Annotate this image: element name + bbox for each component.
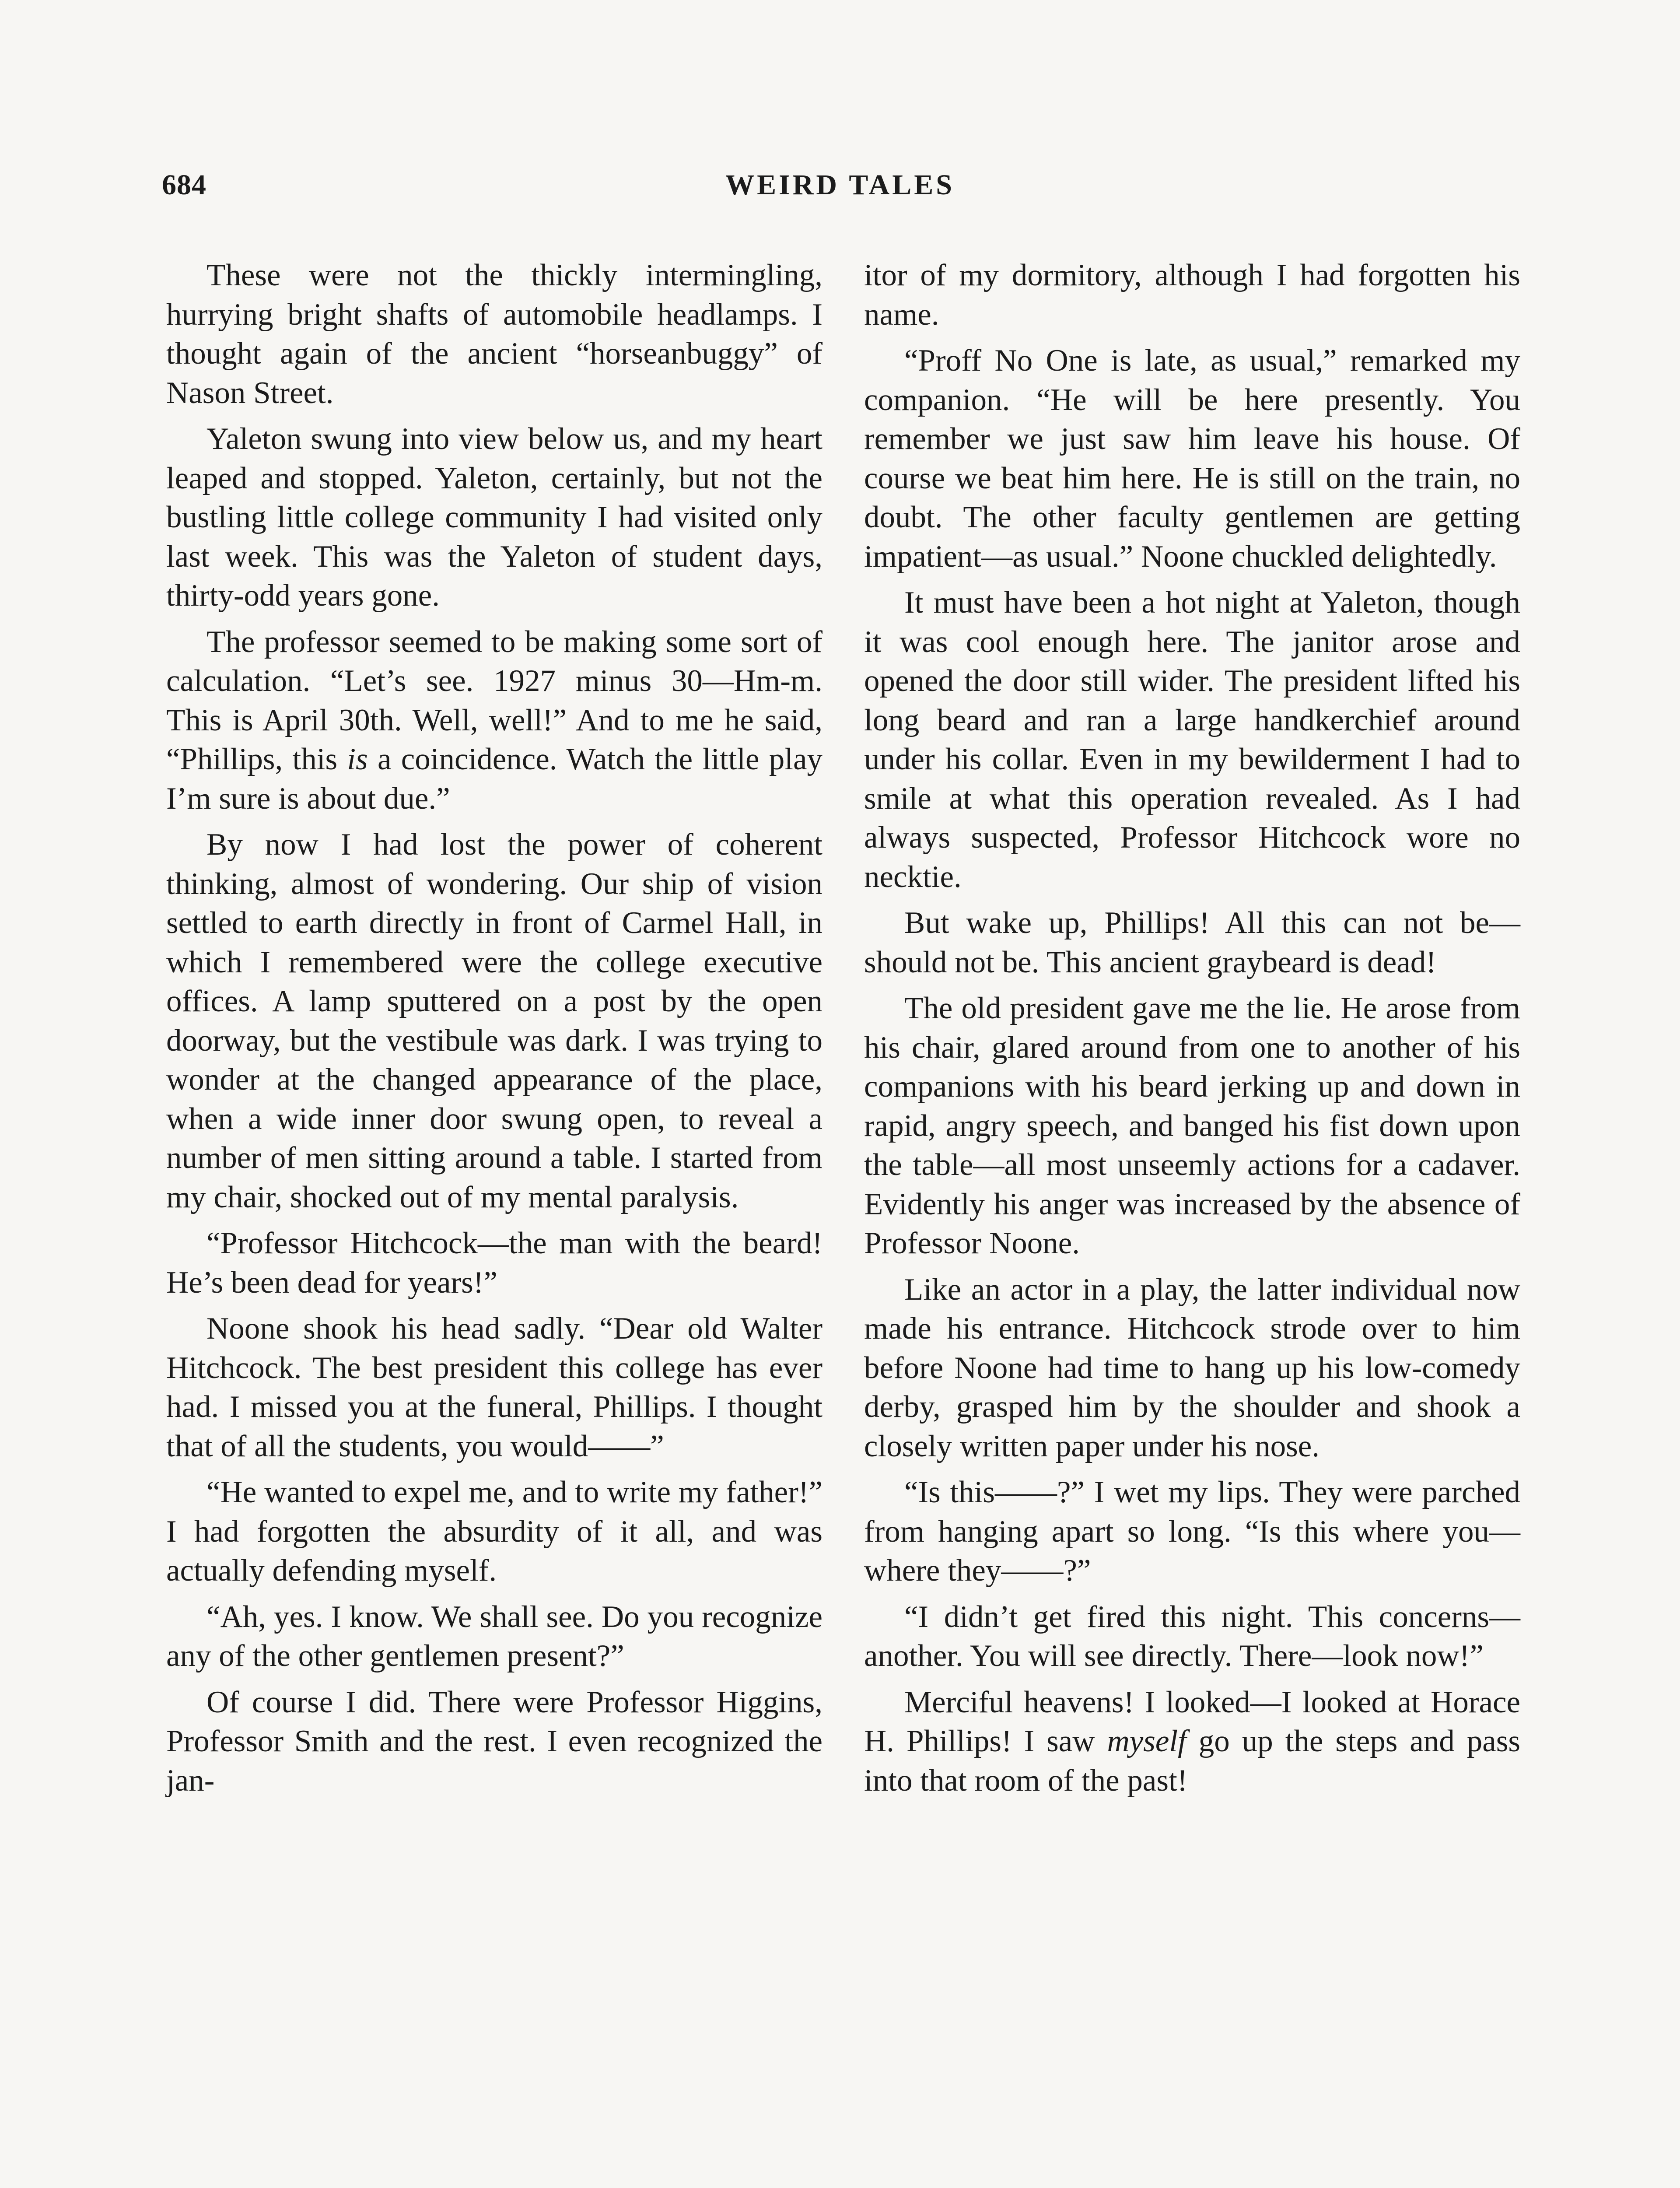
paragraph: Like an actor in a play, the latter individual now made his entrance. Hitchcock strode over to him before Noone had time to hang up his low-comedy derby, grasped him by the shoulder and shook a closely written paper under his nose. xyxy=(864,1272,1520,1463)
paragraph: But wake up, Phillips! All this can not be—should not be. This ancient graybeard is dead! xyxy=(864,906,1520,979)
paragraph-text: The professor seemed to be making some sort of calculation. “Let’s see. 1927 minus 30—Hm-m. This is April 30th. Well, well!” And to me he said, “Phillips, this xyxy=(166,624,822,776)
paragraph: Of course I did. There were Professor Higgins, Professor Smith and the rest. I even recognized the jan- xyxy=(166,1685,822,1798)
paragraph: “Proff No One is late, as usual,” remarked my companion. “He will be here presently. You remember we just saw him leave his house. Of course we beat him here. He is still on the train, no doubt. The other faculty gentlemen are getting impatient—as usual.” Noone chuckled delightedly. xyxy=(864,344,1520,574)
paragraph: Yaleton swung into view below us, and my heart leaped and stopped. Yaleton, certainly, but not the bustling little college community I had visited only last week. This was the Yaleton of student days, thirty-odd years gone. xyxy=(166,422,822,613)
paragraph: By now I had lost the power of coherent thinking, almost of wondering. Our ship of vision settled to earth directly in front of Carmel Hall, in which I remembered were the college executive offices. A lamp sputtered on a post by the open doorway, but the vestibule was dark. I was trying to wonder at the changed appearance of the place, when a wide inner door swung open, to reveal a number of men sitting around a table. I started from my chair, shocked out of my mental paralysis. xyxy=(166,828,822,1214)
left-column xyxy=(166,256,822,1807)
paragraph-text: Merciful heavens! I looked—I looked at Horace H. Phillips! I saw xyxy=(864,1685,1520,1758)
paragraph: The old president gave me the lie. He arose from his chair, glared around from one to another of his companions with his beard jerking up and down in rapid, angry speech, and banged his fist down upon the table—all most unseemly actions for a cadaver. Evidently his anger was increased by the absence of Professor Noone. xyxy=(864,991,1520,1260)
paragraph: “Ah, yes. I know. We shall see. Do you recognize any of the other gentlemen present?” xyxy=(166,1599,822,1673)
paragraph: “I didn’t get fired this night. This concerns—another. You will see directly. There—look now!” xyxy=(864,1599,1520,1673)
paragraph: “Is this——?” I wet my lips. They were parched from hanging apart so long. “Is this where you—where they——?” xyxy=(864,1475,1520,1588)
paragraph: “He wanted to expel me, and to write my father!” I had forgotten the absurdity of it all, and was actually defending myself. xyxy=(166,1475,822,1588)
magazine-title: WEIRD TALES xyxy=(725,169,955,201)
paragraph xyxy=(864,1683,1520,1801)
paragraph-text: go up the steps and pass into that room of the past! xyxy=(864,1724,1520,1798)
paragraph xyxy=(166,623,822,819)
paragraph-text: a coincidence. Watch the little play I’m sure is about due.” xyxy=(166,742,822,816)
paragraph-continued: itor of my dormitory, although I had forgotten his name. xyxy=(864,258,1520,332)
paragraph: It must have been a hot night at Yaleton, though it was cool enough here. The janitor arose and opened the door still wider. The president lifted his long beard and ran a large handkerchief around under his collar. Even in my bewilderment I had to smile at what this operation revealed. As I had always suspected, Professor Hitchcock wore no necktie. xyxy=(864,586,1520,894)
running-header xyxy=(162,168,1518,208)
emphasis-text: is xyxy=(347,742,368,776)
paragraph: Noone shook his head sadly. “Dear old Walter Hitchcock. The best president this college has ever had. I missed you at the funeral, Phillips. I thought that of all the students, you would——” xyxy=(166,1311,822,1463)
page-number: 684 xyxy=(162,169,206,201)
emphasis-text: myself xyxy=(1107,1724,1186,1758)
right-column xyxy=(864,256,1520,1807)
paragraph: These were not the thickly intermingling, hurrying bright shafts of automobile headlamps. I thought again of the ancient “horseanbuggy” of Nason Street. xyxy=(166,258,822,410)
paragraph: “Professor Hitchcock—the man with the beard! He’s been dead for years!” xyxy=(166,1226,822,1300)
